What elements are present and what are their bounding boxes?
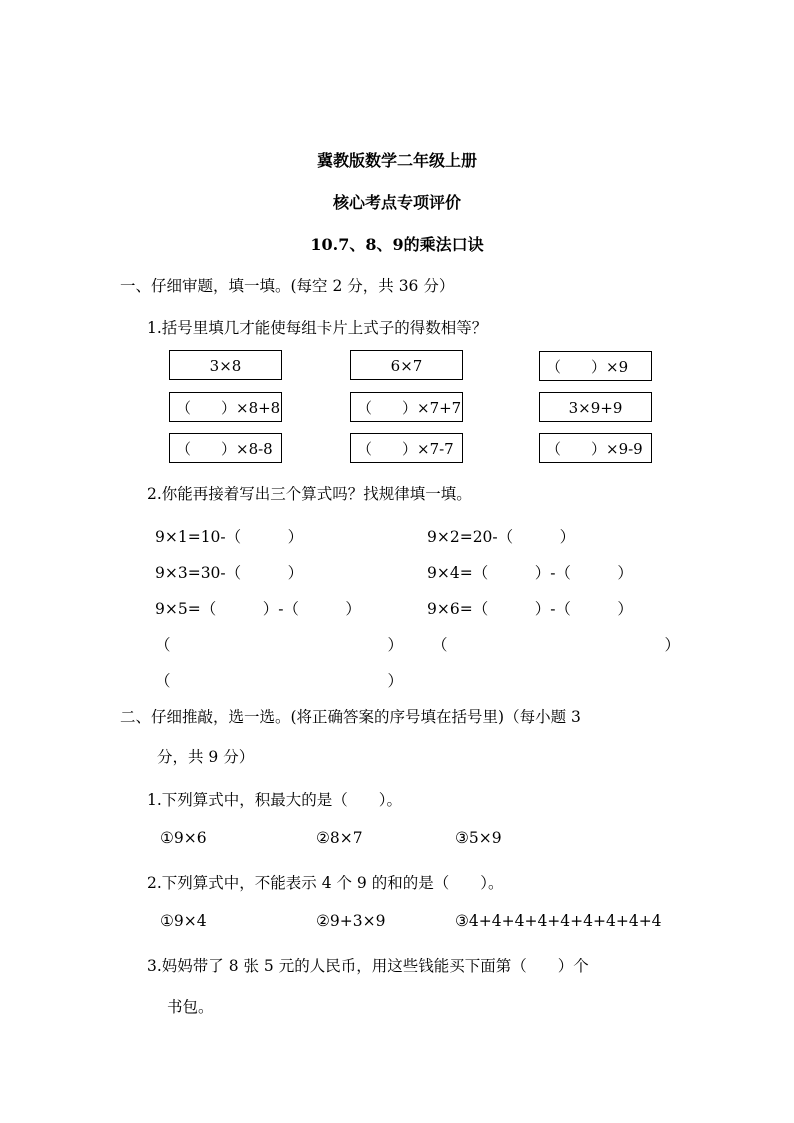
card-r1c2: 6×7	[350, 350, 463, 380]
pattern-row2-right[interactable]: 9×4=（ ）-（ ）	[427, 564, 633, 582]
section2-q1-option2[interactable]: ②8×7	[316, 829, 363, 847]
section2-q3-text: 3.妈妈带了 8 张 5 元的人民币，用这些钱能买下面第（ ）个	[147, 957, 589, 975]
pattern-row5-left-blank[interactable]: （ ）	[155, 672, 404, 690]
section1-q1-text: 1.括号里填几才能使每组卡片上式子的得数相等？	[147, 319, 488, 337]
section2-q1-text: 1.下列算式中，积最大的是（ ）。	[147, 791, 403, 809]
card-r2c3: 3×9+9	[539, 392, 652, 422]
pattern-row4-left-blank[interactable]: （ ）	[155, 636, 404, 654]
section2-q2-option3[interactable]: ③4+4+4+4+4+4+4+4+4	[455, 912, 662, 930]
card-r3c1[interactable]: （ ）×8-8	[169, 433, 282, 463]
section2-q1-option1[interactable]: ①9×6	[160, 829, 207, 847]
document-subtitle: 核心考点专项评价	[332, 193, 461, 212]
section1-q2-text: 2.你能再接着写出三个算式吗？找规律填一填。	[147, 485, 472, 503]
section1-heading: 一、仔细审题，填一填。(每空 2 分，共 36 分）	[120, 277, 455, 295]
section2-heading-cont: 分，共 9 分）	[157, 748, 255, 766]
section2-q2-option1[interactable]: ①9×4	[160, 912, 207, 930]
section2-heading: 二、仔细推敲，选一选。(将正确答案的序号填在括号里)（每小题 3	[120, 708, 581, 726]
card-r2c2[interactable]: （ ）×7+7	[350, 392, 463, 422]
pattern-row3-right[interactable]: 9×6=（ ）-（ ）	[427, 600, 633, 618]
section2-q1-option3[interactable]: ③5×9	[455, 829, 502, 847]
pattern-row2-left[interactable]: 9×3=30-（ ）	[155, 564, 304, 582]
pattern-row1-left[interactable]: 9×1=10-（ ）	[155, 528, 304, 546]
section2-q2-option2[interactable]: ②9+3×9	[316, 912, 386, 930]
section2-q3-text-cont: 书包。	[167, 998, 214, 1016]
card-r2c1[interactable]: （ ）×8+8	[169, 392, 282, 422]
pattern-row3-left[interactable]: 9×5=（ ）-（ ）	[155, 600, 361, 618]
card-r3c2[interactable]: （ ）×7-7	[350, 433, 463, 463]
pattern-row4-right-blank[interactable]: （ ）	[432, 636, 681, 654]
section2-q2-text: 2.下列算式中，不能表示 4 个 9 的和的是（ ）。	[147, 874, 504, 892]
topic-heading: 10.7、8、9的乘法口诀	[310, 235, 484, 254]
document-title: 冀教版数学二年级上册	[316, 151, 477, 170]
pattern-row1-right[interactable]: 9×2=20-（ ）	[427, 528, 576, 546]
card-r3c3[interactable]: （ ）×9-9	[539, 433, 652, 463]
card-r1c3[interactable]: （ ）×9	[539, 351, 652, 381]
card-r1c1: 3×8	[169, 350, 282, 380]
